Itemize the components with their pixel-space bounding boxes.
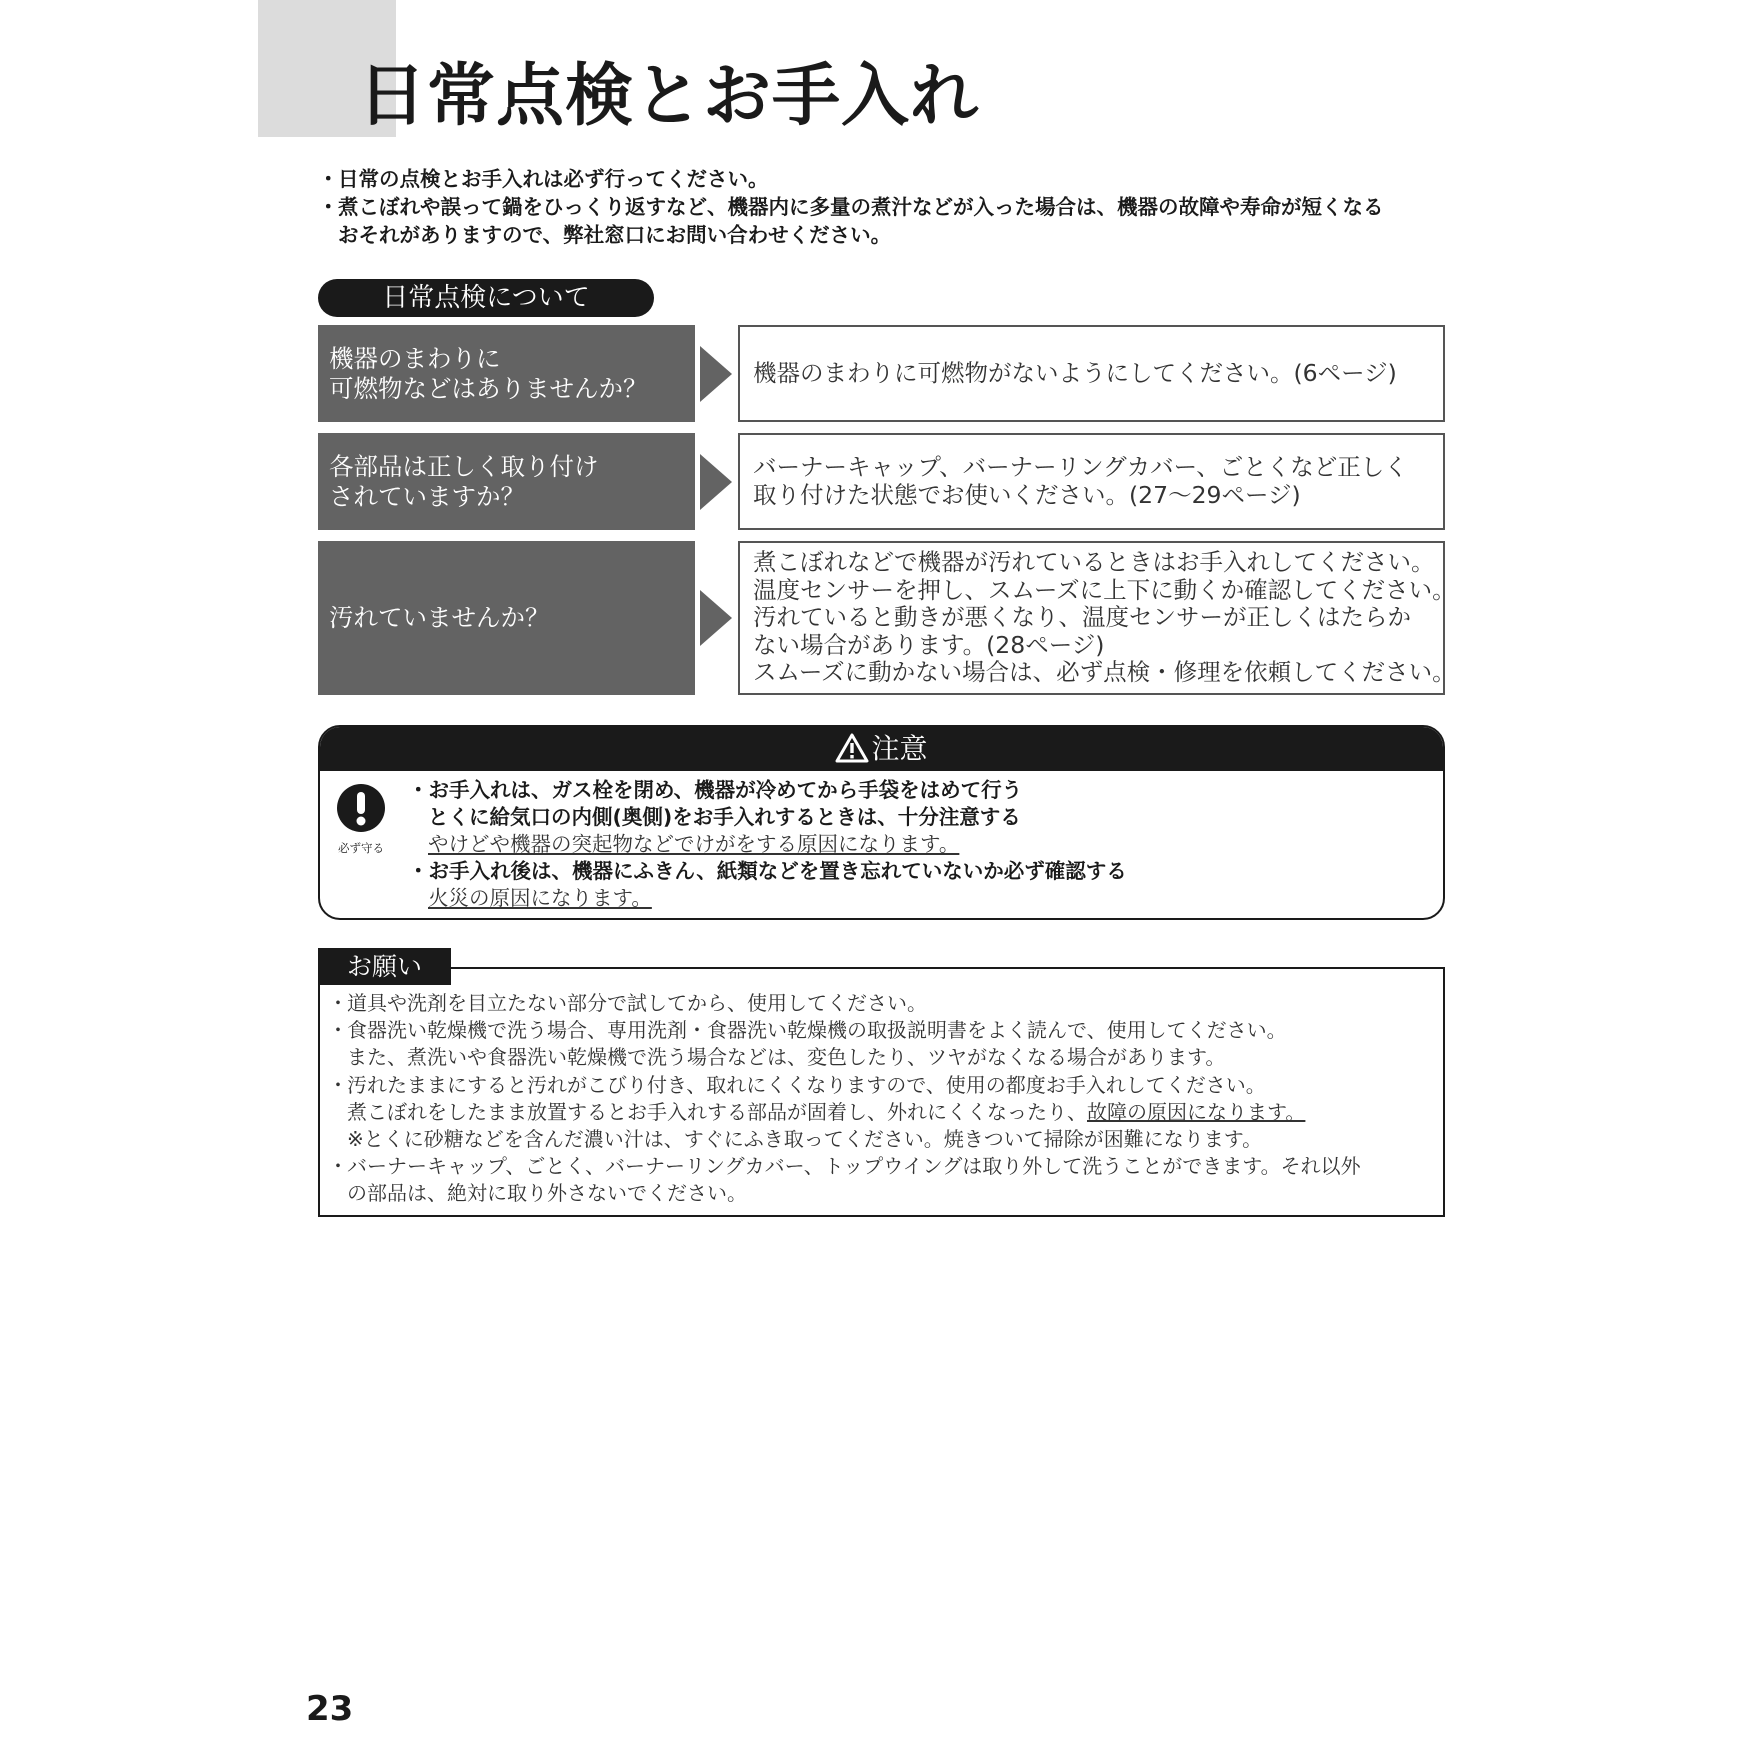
check-row bbox=[318, 433, 1445, 530]
caution-item: ・お手入れは、ガス栓を閉め、機器が冷めてから手袋をはめて行う bbox=[408, 778, 1023, 802]
arrow-right-icon bbox=[700, 454, 732, 510]
daily-check-heading: 日常点検について bbox=[318, 279, 654, 317]
caution-item: ・お手入れ後は、機器にふきん、紙類などを置き忘れていないか必ず確認する bbox=[408, 859, 1127, 883]
check-answer: 煮こぼれなどで機器が汚れているときはお手入れしてください。 温度センサーを押し、スムーズに上下に動くか確認してください。 汚れていると動きが悪くなり、温度センサーが正しくはたらか ない場合があります。(28ページ) スムーズに動かない場合は、必ず点検・修理を依頼してください。 bbox=[738, 541, 1445, 695]
request-text bbox=[328, 990, 1361, 1208]
warning-triangle-icon bbox=[835, 733, 869, 763]
request-item: ・汚れたままにすると汚れがこびり付き、取れにくくなりますので、使用の都度お手入れしてください。 bbox=[328, 1072, 1266, 1097]
check-question: 機器のまわりに 可燃物などはありませんか？ bbox=[318, 325, 695, 422]
must-follow-icon-group bbox=[336, 783, 386, 855]
check-row bbox=[318, 541, 1456, 695]
arrow-right-icon bbox=[700, 590, 732, 646]
intro-notes bbox=[318, 165, 1458, 249]
page-title: 日常点検とお手入れ bbox=[358, 57, 980, 136]
caution-item: とくに給気口の内側(奥側)をお手入れするときは、十分注意する bbox=[428, 805, 1021, 829]
check-answer: 機器のまわりに可燃物がないようにしてください。(6ページ) bbox=[738, 325, 1445, 422]
caution-text bbox=[408, 777, 1127, 912]
intro-bullet-1: ・ 日常の点検とお手入れは必ず行ってください。 bbox=[318, 167, 769, 191]
request-item-cont: ※とくに砂糖などを含んだ濃い汁は、すぐにふき取ってください。焼きついて掃除が困難になります。 bbox=[347, 1127, 1263, 1152]
arrow-right-icon bbox=[700, 346, 732, 402]
caution-reason: 火災の原因になります。 bbox=[428, 886, 652, 910]
page-number: 23 bbox=[306, 1689, 354, 1729]
caution-reason: やけどや機器の突起物などでけがをする原因になります。 bbox=[428, 832, 960, 856]
exclamation-circle-icon bbox=[336, 783, 386, 833]
request-item-cont: 煮こぼれをしたまま放置するとお手入れする部品が固着し、外れにくくなったり、故障の原因になります。 bbox=[347, 1099, 1306, 1124]
request-item-cont: また、煮洗いや食器洗い乾燥機で洗う場合などは、変色したり、ツヤがなくなる場合があります。 bbox=[347, 1045, 1226, 1070]
request-heading: お願い bbox=[318, 948, 451, 985]
check-question: 各部品は正しく取り付け されていますか？ bbox=[318, 433, 695, 530]
caution-heading: 注意 bbox=[320, 727, 1443, 771]
check-question: 汚れていませんか？ bbox=[318, 541, 695, 695]
request-item: ・バーナーキャップ、ごとく、バーナーリングカバー、トップウイングは取り外して洗うことができます。それ以外 bbox=[328, 1154, 1361, 1179]
check-answer: バーナーキャップ、バーナーリングカバー、ごとくなど正しく 取り付けた状態でお使いください。(27～29ページ) bbox=[738, 433, 1445, 530]
request-item: ・道具や洗剤を目立たない部分で試してから、使用してください。 bbox=[328, 991, 927, 1015]
request-item-cont: の部品は、絶対に取り外さないでください。 bbox=[347, 1181, 747, 1206]
caution-box bbox=[318, 725, 1445, 920]
request-box bbox=[318, 967, 1445, 1217]
intro-bullet-2: ・ 煮こぼれや誤って鍋をひっくり返すなど、機器内に多量の煮汁などが入った場合は、機器の故障や寿命が短くなる おそれがありますので、弊社窓口にお問い合わせください。 bbox=[318, 195, 1384, 247]
must-follow-label: 必ず守る bbox=[338, 841, 384, 855]
check-row bbox=[318, 325, 1445, 422]
request-item: ・食器洗い乾燥機で洗う場合、専用洗剤・食器洗い乾燥機の取扱説明書をよく読んで、使用してください。 bbox=[328, 1018, 1287, 1043]
